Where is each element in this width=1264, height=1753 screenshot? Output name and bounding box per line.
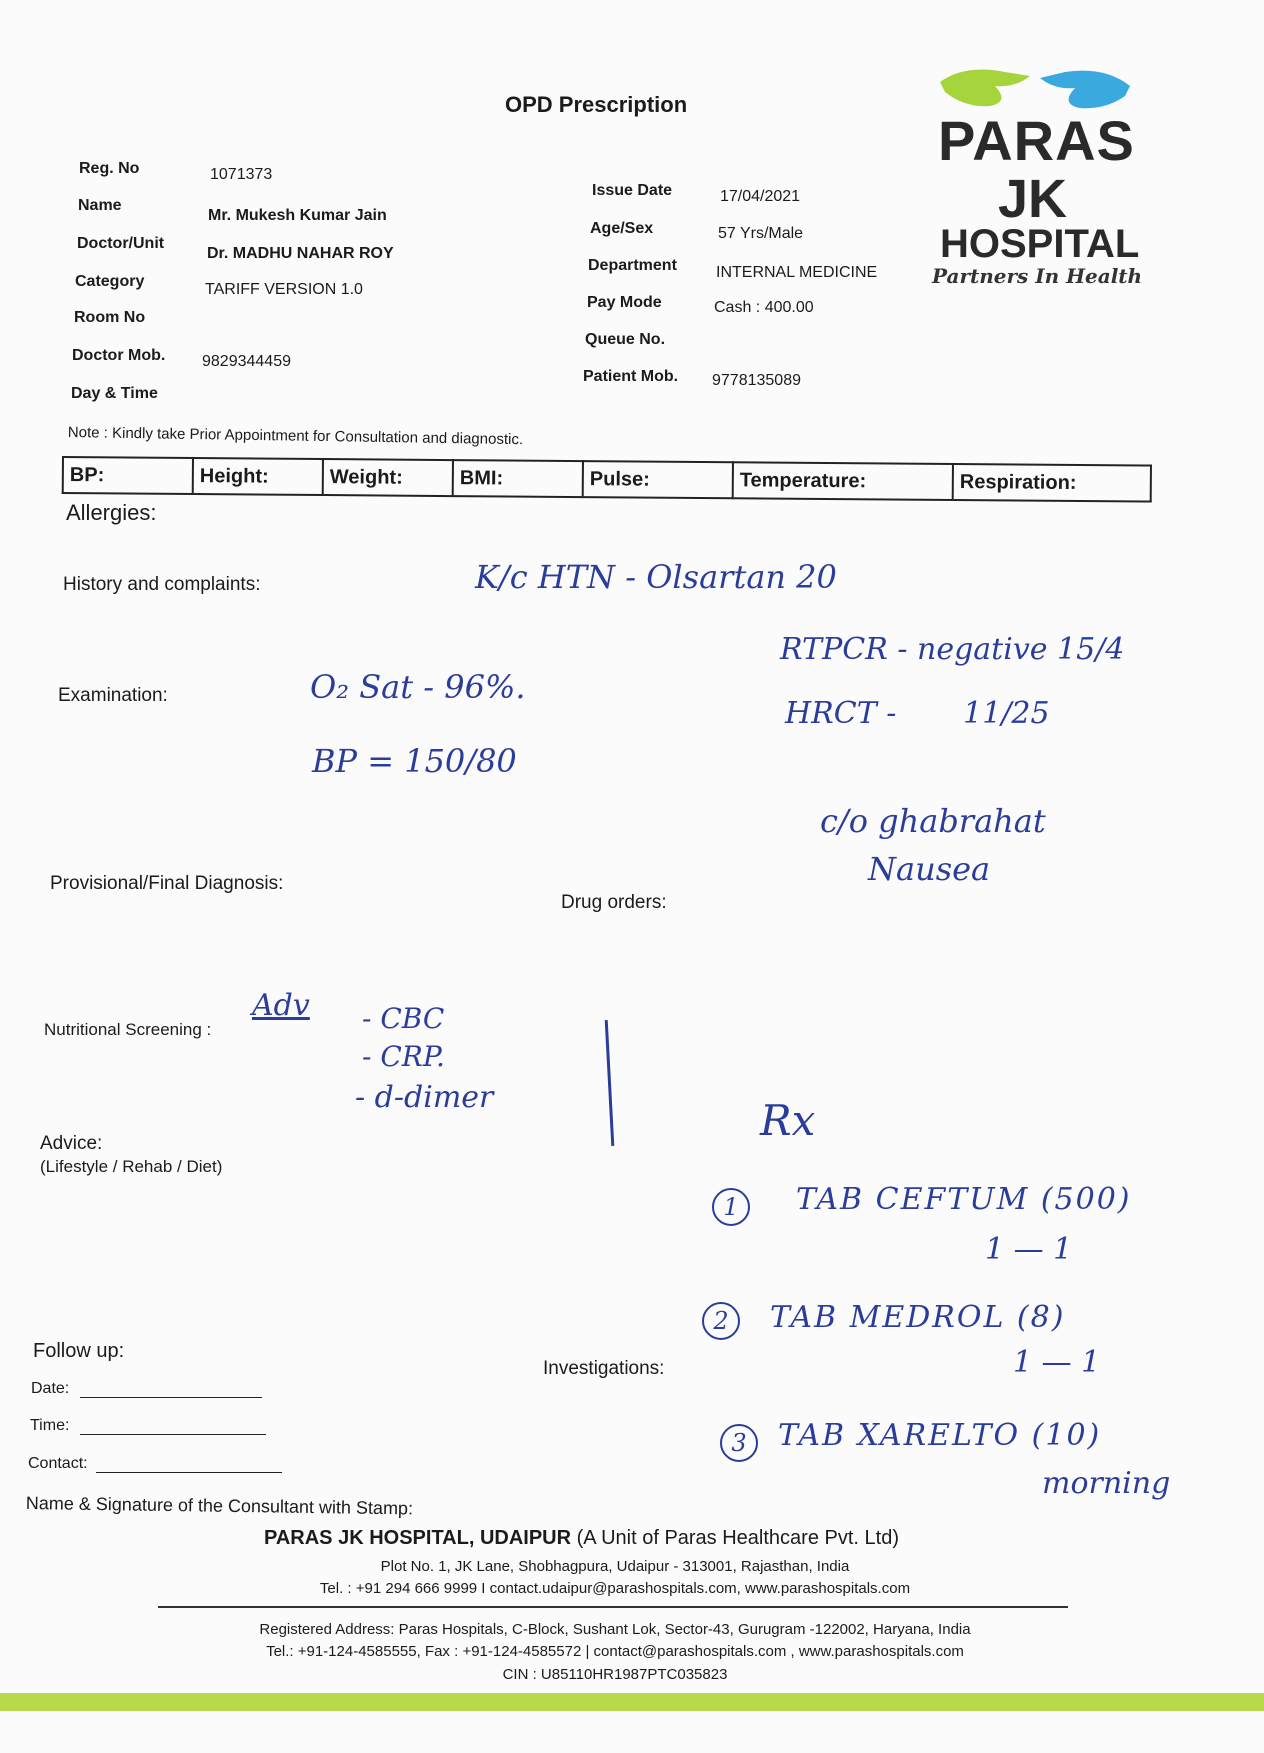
patient-name-value: Mr. Mukesh Kumar Jain	[208, 207, 387, 224]
patient-mob-value: 9778135089	[712, 372, 801, 389]
age-sex-value: 57 Yrs/Male	[718, 225, 804, 242]
follow-up-date-label: Date:	[31, 1380, 70, 1397]
handwritten-rx-symbol: Rx	[760, 1096, 816, 1145]
patient-mob-label: Patient Mob.	[583, 368, 679, 385]
handwritten-complaint-1: c/o ghabrahat	[820, 802, 1046, 840]
appointment-note: Note : Kindly take Prior Appointment for Consultation and diagnostic.	[67, 424, 524, 449]
follow-up-contact-row	[28, 1455, 282, 1473]
age-sex-label: Age/Sex	[590, 220, 654, 237]
footer-cin: CIN : U85110HR1987PTC035823	[502, 1666, 728, 1683]
vital-bp: BP:	[63, 457, 193, 494]
allergies-label: Allergies:	[66, 500, 157, 525]
footer-address: Plot No. 1, JK Lane, Shobhagpura, Udaipur - 313001, Rajasthan, India	[380, 1558, 850, 1575]
handwritten-rx-number-3: 3	[720, 1424, 758, 1462]
issue-date-label: Issue Date	[592, 182, 673, 199]
page-title: OPD Prescription	[505, 92, 688, 117]
name-label: Name	[78, 197, 122, 214]
handwritten-rx-3: TAB XARELTO (10)	[778, 1418, 1102, 1453]
follow-up-label: Follow up:	[33, 1340, 125, 1362]
handwritten-rx-2: TAB MEDROL (8)	[770, 1300, 1066, 1335]
footer-divider	[158, 1606, 1068, 1608]
advice-subtitle: (Lifestyle / Rehab / Diet)	[40, 1157, 223, 1176]
footer-hospital-name: PARAS JK HOSPITAL, UDAIPUR	[264, 1527, 572, 1549]
handwritten-o2-sat: O₂ Sat - 96%.	[310, 668, 526, 706]
follow-up-date-field[interactable]	[80, 1397, 262, 1398]
handwritten-rx-number-1: 1	[712, 1188, 750, 1226]
handwritten-rx-3-dose: morning	[1042, 1466, 1171, 1501]
doctor-mob-value: 9829344459	[202, 353, 291, 370]
handwritten-rx-1: TAB CEFTUM (500)	[796, 1182, 1132, 1217]
issue-date-value: 17/04/2021	[720, 188, 801, 205]
vital-height: Height:	[193, 458, 323, 495]
department-label: Department	[588, 257, 677, 274]
handwritten-rx-1-dose: 1 — 1	[985, 1232, 1073, 1267]
hospital-name-paras: PARAS	[938, 109, 1135, 172]
handwritten-adv-cbc: - CBC	[362, 1002, 445, 1035]
hospital-name-hospital: HOSPITAL	[940, 222, 1140, 266]
handwritten-adv-crp: - CRP.	[362, 1040, 445, 1073]
footer-unit: (A Unit of Paras Healthcare Pvt. Ltd)	[576, 1527, 899, 1549]
handwritten-adv-d-dimer: - d-dimer	[355, 1080, 494, 1115]
queue-no-label: Queue No.	[585, 331, 666, 348]
footer-registered-address: Registered Address: Paras Hospitals, C-Block, Sushant Lok, Sector-43, Gurugram -122002, Haryana, India	[259, 1621, 971, 1638]
pay-mode-value: Cash : 400.00	[714, 299, 814, 316]
reg-no-label: Reg. No	[79, 160, 140, 177]
doctor-unit-value: Dr. MADHU NAHAR ROY	[207, 245, 394, 262]
footer-green-bar	[0, 1693, 1264, 1711]
room-no-label: Room No	[74, 309, 146, 326]
handwritten-rtpcr: RTPCR - negative 15/4	[780, 632, 1125, 667]
hospital-tagline: Partners In Health	[932, 264, 1143, 288]
diagnosis-label: Provisional/Final Diagnosis:	[50, 873, 284, 894]
vital-weight: Weight:	[323, 459, 453, 496]
follow-up-time-field[interactable]	[80, 1434, 266, 1435]
follow-up-contact-label: Contact:	[28, 1455, 88, 1472]
doctor-unit-label: Doctor/Unit	[77, 235, 165, 252]
pay-mode-label: Pay Mode	[587, 294, 662, 311]
handwritten-hrct: HRCT - 11/25	[785, 696, 1050, 731]
footer-registered-contact: Tel.: +91-124-4585555, Fax : +91-124-4585572 | contact@parashospitals.com , www.parashospitals.com	[266, 1643, 964, 1660]
hospital-name-jk: JK	[998, 169, 1068, 229]
footer-contact: Tel. : +91 294 666 9999 I contact.udaipur@parashospitals.com, www.parashospitals.com	[319, 1580, 911, 1597]
day-time-label: Day & Time	[71, 385, 158, 402]
advice-label: Advice:	[40, 1133, 103, 1154]
follow-up-contact-field[interactable]	[96, 1472, 282, 1473]
handwritten-rx-number-2: 2	[702, 1302, 740, 1340]
handwritten-bp: BP = 150/80	[312, 742, 517, 780]
footer-hospital-line	[264, 1527, 899, 1550]
partners-hands-logo-icon	[935, 62, 1135, 114]
vital-temperature: Temperature:	[733, 462, 953, 500]
reg-no-value: 1071373	[210, 166, 273, 183]
vitals-table	[62, 456, 1152, 503]
vital-respiration: Respiration:	[953, 464, 1151, 502]
investigations-label: Investigations:	[543, 1358, 665, 1379]
examination-label: Examination:	[58, 685, 168, 706]
follow-up-time-row	[30, 1417, 266, 1435]
handwritten-bracket-stroke	[605, 1020, 615, 1146]
doctor-mob-label: Doctor Mob.	[72, 347, 166, 364]
history-label: History and complaints:	[63, 574, 261, 595]
department-value: INTERNAL MEDICINE	[716, 264, 878, 281]
nutritional-screening-label: Nutritional Screening :	[44, 1020, 212, 1039]
vital-pulse: Pulse:	[583, 461, 733, 498]
category-label: Category	[75, 273, 145, 290]
follow-up-time-label: Time:	[30, 1417, 70, 1434]
follow-up-date-row	[31, 1380, 262, 1398]
consultant-signature-label: Name & Signature of the Consultant with Stamp:	[25, 1493, 414, 1519]
handwritten-history: K/c HTN - Olsartan 20	[475, 558, 837, 596]
category-value: TARIFF VERSION 1.0	[205, 281, 363, 298]
handwritten-adv: Adv	[252, 988, 310, 1023]
drug-orders-label: Drug orders:	[561, 892, 667, 913]
handwritten-rx-2-dose: 1 — 1	[1013, 1345, 1101, 1380]
vital-bmi: BMI:	[453, 460, 583, 497]
handwritten-complaint-2: Nausea	[868, 850, 991, 888]
